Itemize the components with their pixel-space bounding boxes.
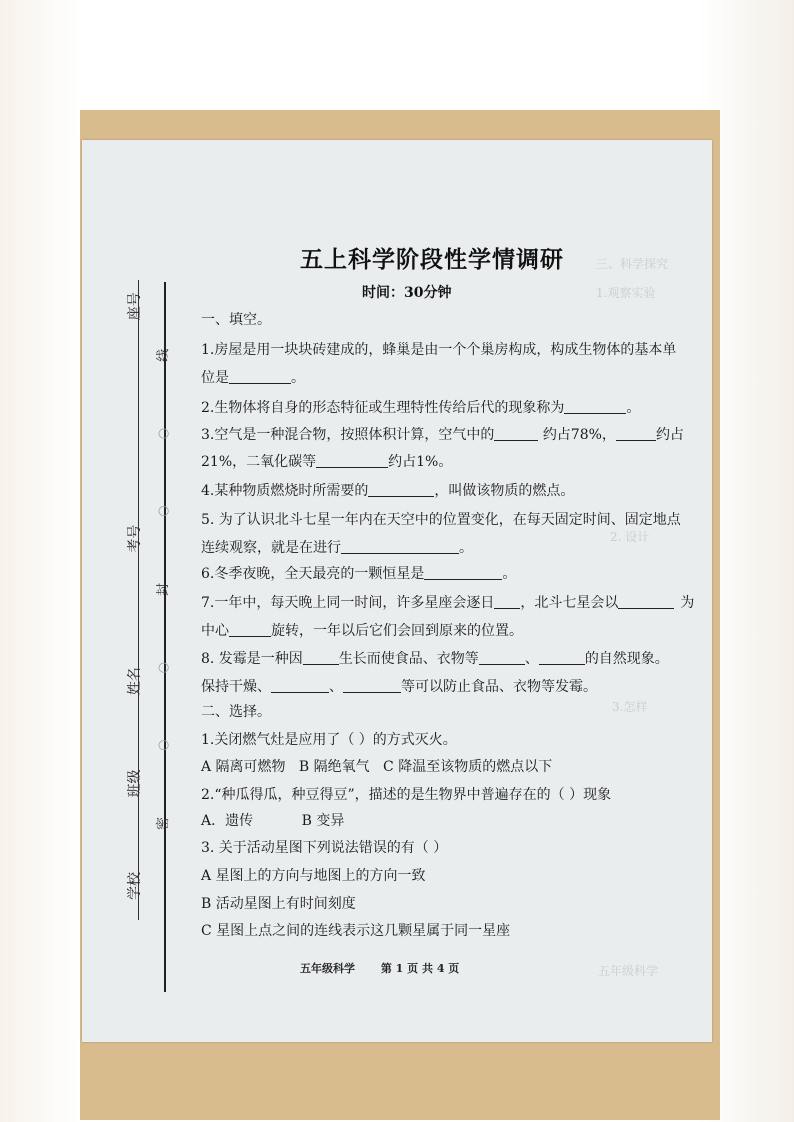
seal-line-text: 密 ○ ○ 封 ○ ○ 线 [152,289,171,830]
q5-text-cont: 连续观察，就是在进行 。 [201,540,473,556]
bleed-through-mark: 三、科学探究 [596,257,669,271]
answer-blank[interactable] [229,369,291,384]
page-footer [300,960,481,976]
seat-number-field-label: 座号 [127,292,143,321]
option-b[interactable]: B 隔绝氧气 [298,759,370,775]
answer-blank[interactable] [229,622,271,637]
choice-q1-options [201,756,552,776]
answer-blank[interactable] [368,482,434,497]
bleed-through-mark: 2. 设计 [610,530,650,544]
bleed-through-mark: 1.观察实验 [596,286,656,300]
exam-number-field-label: 考号 [127,524,143,553]
q4-text: 4.某种物质燃烧时所需要的 ，叫做该物质的燃点。 [201,483,575,499]
answer-blank[interactable] [494,594,520,609]
choice-q2-options [201,810,344,830]
binding-fields [124,292,144,900]
q1-text-cont: 位是 。 [201,370,305,386]
answer-blank[interactable] [303,650,339,665]
q3-text: 3.空气是一种混合物，按照体积计算，空气中的 约占78%， 约占 [201,427,684,443]
choice-q3-text: 3. 关于活动星图下列说法错误的有（ ） [201,840,448,856]
option-a[interactable]: A．遗传 [201,813,254,829]
seal-char-feng: 封 [156,580,171,596]
answer-blank[interactable] [494,426,538,441]
choice-q3-option-a[interactable]: A 星图上的方向与地图上的方向一致 [201,868,426,884]
bleed-through-mark: 五年级科学 [598,964,659,978]
section2-heading: 二、选择。 [201,704,271,720]
answer-blank[interactable] [343,678,401,693]
option-a[interactable]: A 隔离可燃物 [201,759,286,775]
answer-blank[interactable] [479,650,525,665]
answer-blank[interactable] [618,594,674,609]
option-b[interactable]: B 变异 [301,813,345,829]
answer-blank[interactable] [564,399,626,414]
q2-text: 2.生物体将自身的形态特征或生理特性传给后代的现象称为 。 [201,400,641,416]
answer-blank[interactable] [341,539,459,554]
choice-q1-text: 1.关闭燃气灶是应用了（ ）的方式灭火。 [201,732,457,748]
q1-text: 1.房屋是用一块块砖建成的，蜂巢是由一个个巢房构成，构成生物体的基本单 [201,342,677,358]
choice-q2-text: 2.“种瓜得瓜，种豆得豆”，描述的是生物界中普遍存在的（ ）现象 [201,787,612,803]
answer-blank[interactable] [424,565,502,580]
seal-char-mi: 密 [156,814,171,830]
answer-blank[interactable] [616,426,656,441]
section1-heading: 一、填空。 [201,312,271,328]
name-field-label: 姓名 [127,667,143,696]
exam-title: 五上科学阶段性学情调研 [300,246,564,273]
option-c[interactable]: C 降温至该物质的燃点以下 [383,759,553,775]
q6-text: 6.冬季夜晚，全天最亮的一颗恒星是 。 [201,566,517,582]
answer-blank[interactable] [316,453,388,468]
q7-text: 7.一年中，每天晚上同一时间，许多星座会逐日 ，北斗七星会以 为 [201,595,695,611]
bleed-through-mark: 3.怎样 [612,700,648,714]
q8-text: 8. 发霉是一种因 生长而使食品、衣物等 、 的自然现象。 [201,651,669,667]
q5-text: 5. 为了认识北斗七星一年内在天空中的位置变化，在每天固定时间、固定地点 [201,512,681,528]
exam-duration: 时间：30分钟 [362,285,452,301]
q3-text-cont: 21%，二氧化碳等 约占1%。 [201,454,453,470]
choice-q3-option-b[interactable]: B 活动星图上有时间刻度 [201,896,356,912]
class-field-label: 班级 [127,769,143,798]
seal-char-xian: 线 [156,346,171,362]
footer-page-number: 第 1 页 共 4 页 [380,962,460,975]
answer-blank[interactable] [271,678,329,693]
q8-text-cont: 保持干燥、 、 等可以防止食品、衣物等发霉。 [201,679,597,695]
choice-q3-option-c[interactable]: C 星图上点之间的连线表示这几颗星属于同一星座 [201,923,511,939]
q7-text-cont: 中心 旋转，一年以后它们会回到原来的位置。 [201,623,523,639]
footer-subject: 五年级科学 [300,962,355,975]
answer-blank[interactable] [539,650,585,665]
school-field-label: 学校 [127,872,143,900]
exam-sheet [82,140,712,1042]
